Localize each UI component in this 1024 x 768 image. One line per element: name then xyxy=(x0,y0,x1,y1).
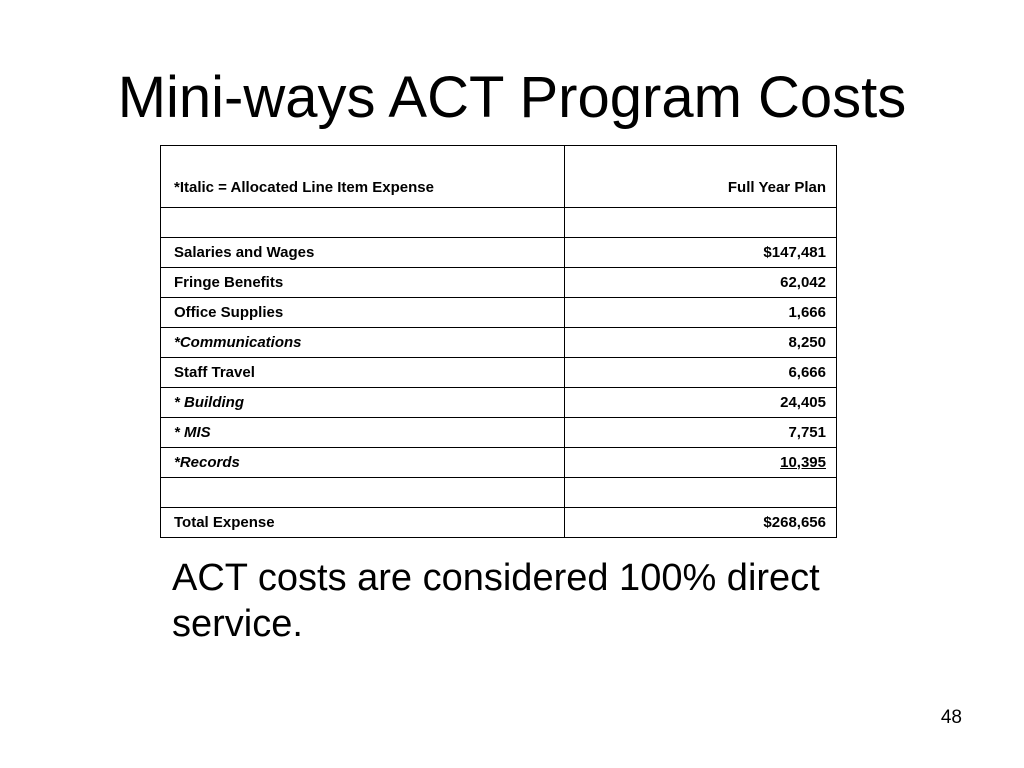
underlined-value: 10,395 xyxy=(780,453,826,471)
row-label-cell: Fringe Benefits xyxy=(161,268,565,298)
row-label-cell: Staff Travel xyxy=(161,358,565,388)
row-label-cell xyxy=(161,478,565,508)
row-value-cell: 8,250 xyxy=(565,328,837,358)
row-label-cell xyxy=(161,208,565,238)
row-value-cell: $147,481 xyxy=(565,238,837,268)
row-value-cell xyxy=(565,478,837,508)
page-number: 48 xyxy=(940,707,962,728)
cost-table xyxy=(160,145,837,538)
table-row xyxy=(161,298,837,328)
header-value-cell: Full Year Plan xyxy=(565,146,837,208)
row-label-cell: *Communications xyxy=(161,328,565,358)
table-row-total xyxy=(161,508,837,538)
table-row xyxy=(161,388,837,418)
row-value-cell: 24,405 xyxy=(565,388,837,418)
table-row xyxy=(161,328,837,358)
table-row xyxy=(161,268,837,298)
table-row xyxy=(161,208,837,238)
row-value-cell xyxy=(565,448,837,478)
row-value-cell xyxy=(565,208,837,238)
row-value-cell: 7,751 xyxy=(565,418,837,448)
table-row xyxy=(161,418,837,448)
row-label-cell: Salaries and Wages xyxy=(161,238,565,268)
slide-title: Mini-ways ACT Program Costs xyxy=(117,65,907,130)
row-value-cell: 1,666 xyxy=(565,298,837,328)
row-label-cell: *Records xyxy=(161,448,565,478)
note-text: ACT costs are considered 100% direct service. xyxy=(172,557,820,645)
table-row xyxy=(161,448,837,478)
table-header-row xyxy=(161,146,837,208)
row-label-cell: * MIS xyxy=(161,418,565,448)
total-value-cell: $268,656 xyxy=(565,508,837,538)
row-value-cell: 62,042 xyxy=(565,268,837,298)
header-label-cell: *Italic = Allocated Line Item Expense xyxy=(161,146,565,208)
row-label-cell: * Building xyxy=(161,388,565,418)
total-label-cell: Total Expense xyxy=(161,508,565,538)
table-row xyxy=(161,238,837,268)
table-row xyxy=(161,358,837,388)
row-value-cell: 6,666 xyxy=(565,358,837,388)
row-label-cell: Office Supplies xyxy=(161,298,565,328)
table-row xyxy=(161,478,837,508)
